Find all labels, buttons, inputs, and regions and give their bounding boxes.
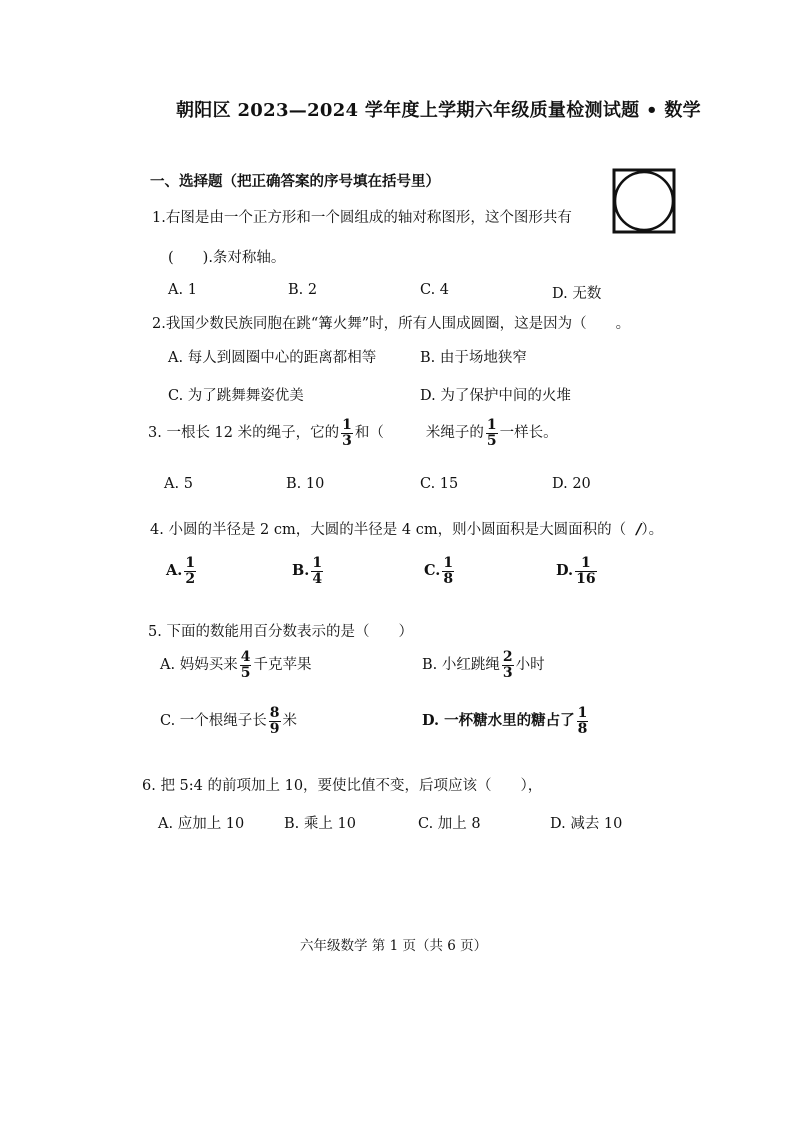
q4-option-b: B. $\frac{1}{4}$ xyxy=(292,555,323,587)
q3-text-part3: 米绳子的 xyxy=(425,425,484,442)
page-title: 朝阳区 2023—2024 学年度上学期六年级质量检测试题 • 数学 xyxy=(176,100,701,121)
q6-option-c: C. 加上 8 xyxy=(418,816,481,832)
q1-option-a: A. 1 xyxy=(168,282,197,298)
question-2-text: 2.我国少数民族同胞在跳“篝火舞”时，所有人围成圆圈，这是因为（ 。 xyxy=(152,316,631,332)
q5-option-b: B. 小红跳绳 $\frac{2}{3}$ 小时 xyxy=(422,649,545,681)
question-6-text: 6. 把 5:4 的前项加上 10，要使比值不变，后项应该（ ）， xyxy=(142,778,543,794)
square-circle-figure xyxy=(612,168,676,234)
q5-option-c: C. 一个根绳子长 $\frac{8}{9}$ 米 xyxy=(160,705,298,737)
q5-option-d: D. 一杯糖水里的糖占了 $\frac{1}{8}$ xyxy=(422,705,588,737)
q2-option-c: C. 为了跳舞舞姿优美 xyxy=(168,388,304,404)
q4-text: 4. 小圆的半径是 2 cm，大圆的半径是 4 cm，则小圆面积是大圆面积的（ xyxy=(150,522,627,538)
question-3 xyxy=(148,418,558,448)
q2-option-d: D. 为了保护中间的火堆 xyxy=(420,388,571,404)
q3-option-b: B. 10 xyxy=(286,476,325,492)
question-5-text: 5. 下面的数能用百分数表示的是（ ） xyxy=(148,624,413,640)
q4-option-a: A. $\frac{1}{2}$ xyxy=(166,555,196,587)
q3-option-a: A. 5 xyxy=(164,476,193,492)
q4-option-c: C. $\frac{1}{8}$ xyxy=(424,555,454,587)
q1-option-b: B. 2 xyxy=(288,282,318,298)
q2-option-a: A. 每人到圆圈中心的距离都相等 xyxy=(168,350,377,366)
page-footer: 六年级数学 第 1 页（共 6 页） xyxy=(300,938,488,954)
q6-option-a: A. 应加上 10 xyxy=(158,816,245,832)
q4-option-d: D. $\frac{1}{16}$ xyxy=(556,555,596,587)
q3-option-d: D. 20 xyxy=(552,476,591,492)
q3-text-part4: 一样长。 xyxy=(499,425,558,442)
q1-option-d: D. 无数 xyxy=(552,286,602,302)
question-1-text: 1.右图是由一个正方形和一个圆组成的轴对称图形，这个图形共有 xyxy=(152,210,572,226)
q3-option-c: C. 15 xyxy=(420,476,459,492)
q3-fraction-1: $\frac{1}{3}$ xyxy=(342,417,352,449)
question-4 xyxy=(150,518,663,539)
q4-close: ）。 xyxy=(641,522,664,538)
q6-option-b: B. 乘上 10 xyxy=(284,816,356,832)
q2-option-b: B. 由于场地狭窄 xyxy=(420,350,527,366)
q4-handwritten-mark: / xyxy=(636,521,642,538)
q6-option-d: D. 减去 10 xyxy=(550,816,623,832)
q3-text-part2: 和（ xyxy=(354,425,384,442)
section-heading: 一、选择题（把正确答案的序号填在括号里） xyxy=(150,173,440,190)
question-1-blank-line: ( ).条对称轴。 xyxy=(168,250,286,266)
q3-fraction-2: $\frac{1}{5}$ xyxy=(486,417,497,449)
q1-option-c: C. 4 xyxy=(420,282,450,298)
q5-option-a: A. 妈妈买来 $\frac{4}{5}$ 千克苹果 xyxy=(160,649,312,681)
q3-text-part1: 3. 一根长 12 米的绳子，它的 xyxy=(148,425,340,442)
